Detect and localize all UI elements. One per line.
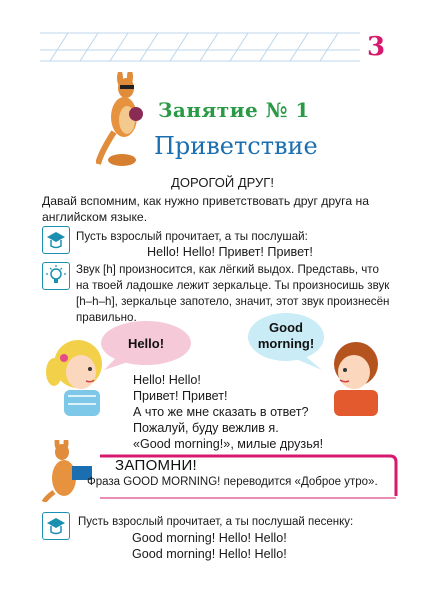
teacher-icon — [42, 226, 70, 254]
page-number: 3 — [367, 32, 386, 62]
boy-bubble-line-2: morning! — [257, 336, 315, 351]
lightbulb-icon — [42, 262, 70, 290]
boy-bubble-line-1: Good — [269, 320, 303, 335]
boy-illustration — [320, 336, 390, 416]
poem-line: Пожалуй, буду вежлив я. — [133, 421, 279, 435]
listen-instruction-1: Пусть взрослый прочитает, а ты послушай: — [76, 230, 308, 243]
remember-text: Фраза GOOD MORNING! переводится «Доброе утро». — [87, 476, 378, 488]
song — [132, 530, 287, 562]
girl-illustration — [42, 334, 114, 416]
teacher-icon — [42, 512, 70, 540]
poem-line: Hello! Hello! — [133, 373, 201, 387]
tip-text — [76, 262, 406, 326]
remember-title: ЗАПОМНИ! — [115, 457, 198, 474]
tip-line: Звук [h] произносится, как лёгкий выдох. Представь, что — [76, 263, 379, 276]
tip-line: на твоей ладошке лежит зеркальце. Ты произносишь звук — [76, 279, 390, 292]
kangaroo-illustration — [96, 72, 154, 170]
lesson-title: Занятие № 1 — [158, 98, 310, 122]
listen-line-1: Hello! Hello! Привет! Привет! — [147, 245, 313, 259]
poem-line: «Good morning!», милые друзья! — [133, 437, 324, 451]
remember-box — [40, 440, 400, 502]
poem-line: Привет! Привет! — [133, 389, 228, 403]
intro-text: Давай вспомним, как нужно приветствовать друг друга на английском языке. — [42, 194, 369, 224]
song-line: Good morning! Hello! Hello! — [132, 531, 287, 545]
listen-instruction-2: Пусть взрослый прочитает, а ты послушай песенку: — [78, 516, 354, 528]
tip-line: [h–h–h], зеркальце запотело, значит, этот звук произнесён — [76, 295, 390, 308]
greeting-heading: ДОРОГОЙ ДРУГ! — [171, 175, 274, 190]
song-line: Good morning! Hello! Hello! — [132, 547, 287, 561]
girl-bubble-text: Hello! — [127, 336, 165, 351]
tip-line: правильно. — [76, 311, 137, 324]
poem-line: А что же мне сказать в ответ? — [133, 405, 309, 419]
lesson-subtitle: Приветствие — [154, 132, 318, 160]
